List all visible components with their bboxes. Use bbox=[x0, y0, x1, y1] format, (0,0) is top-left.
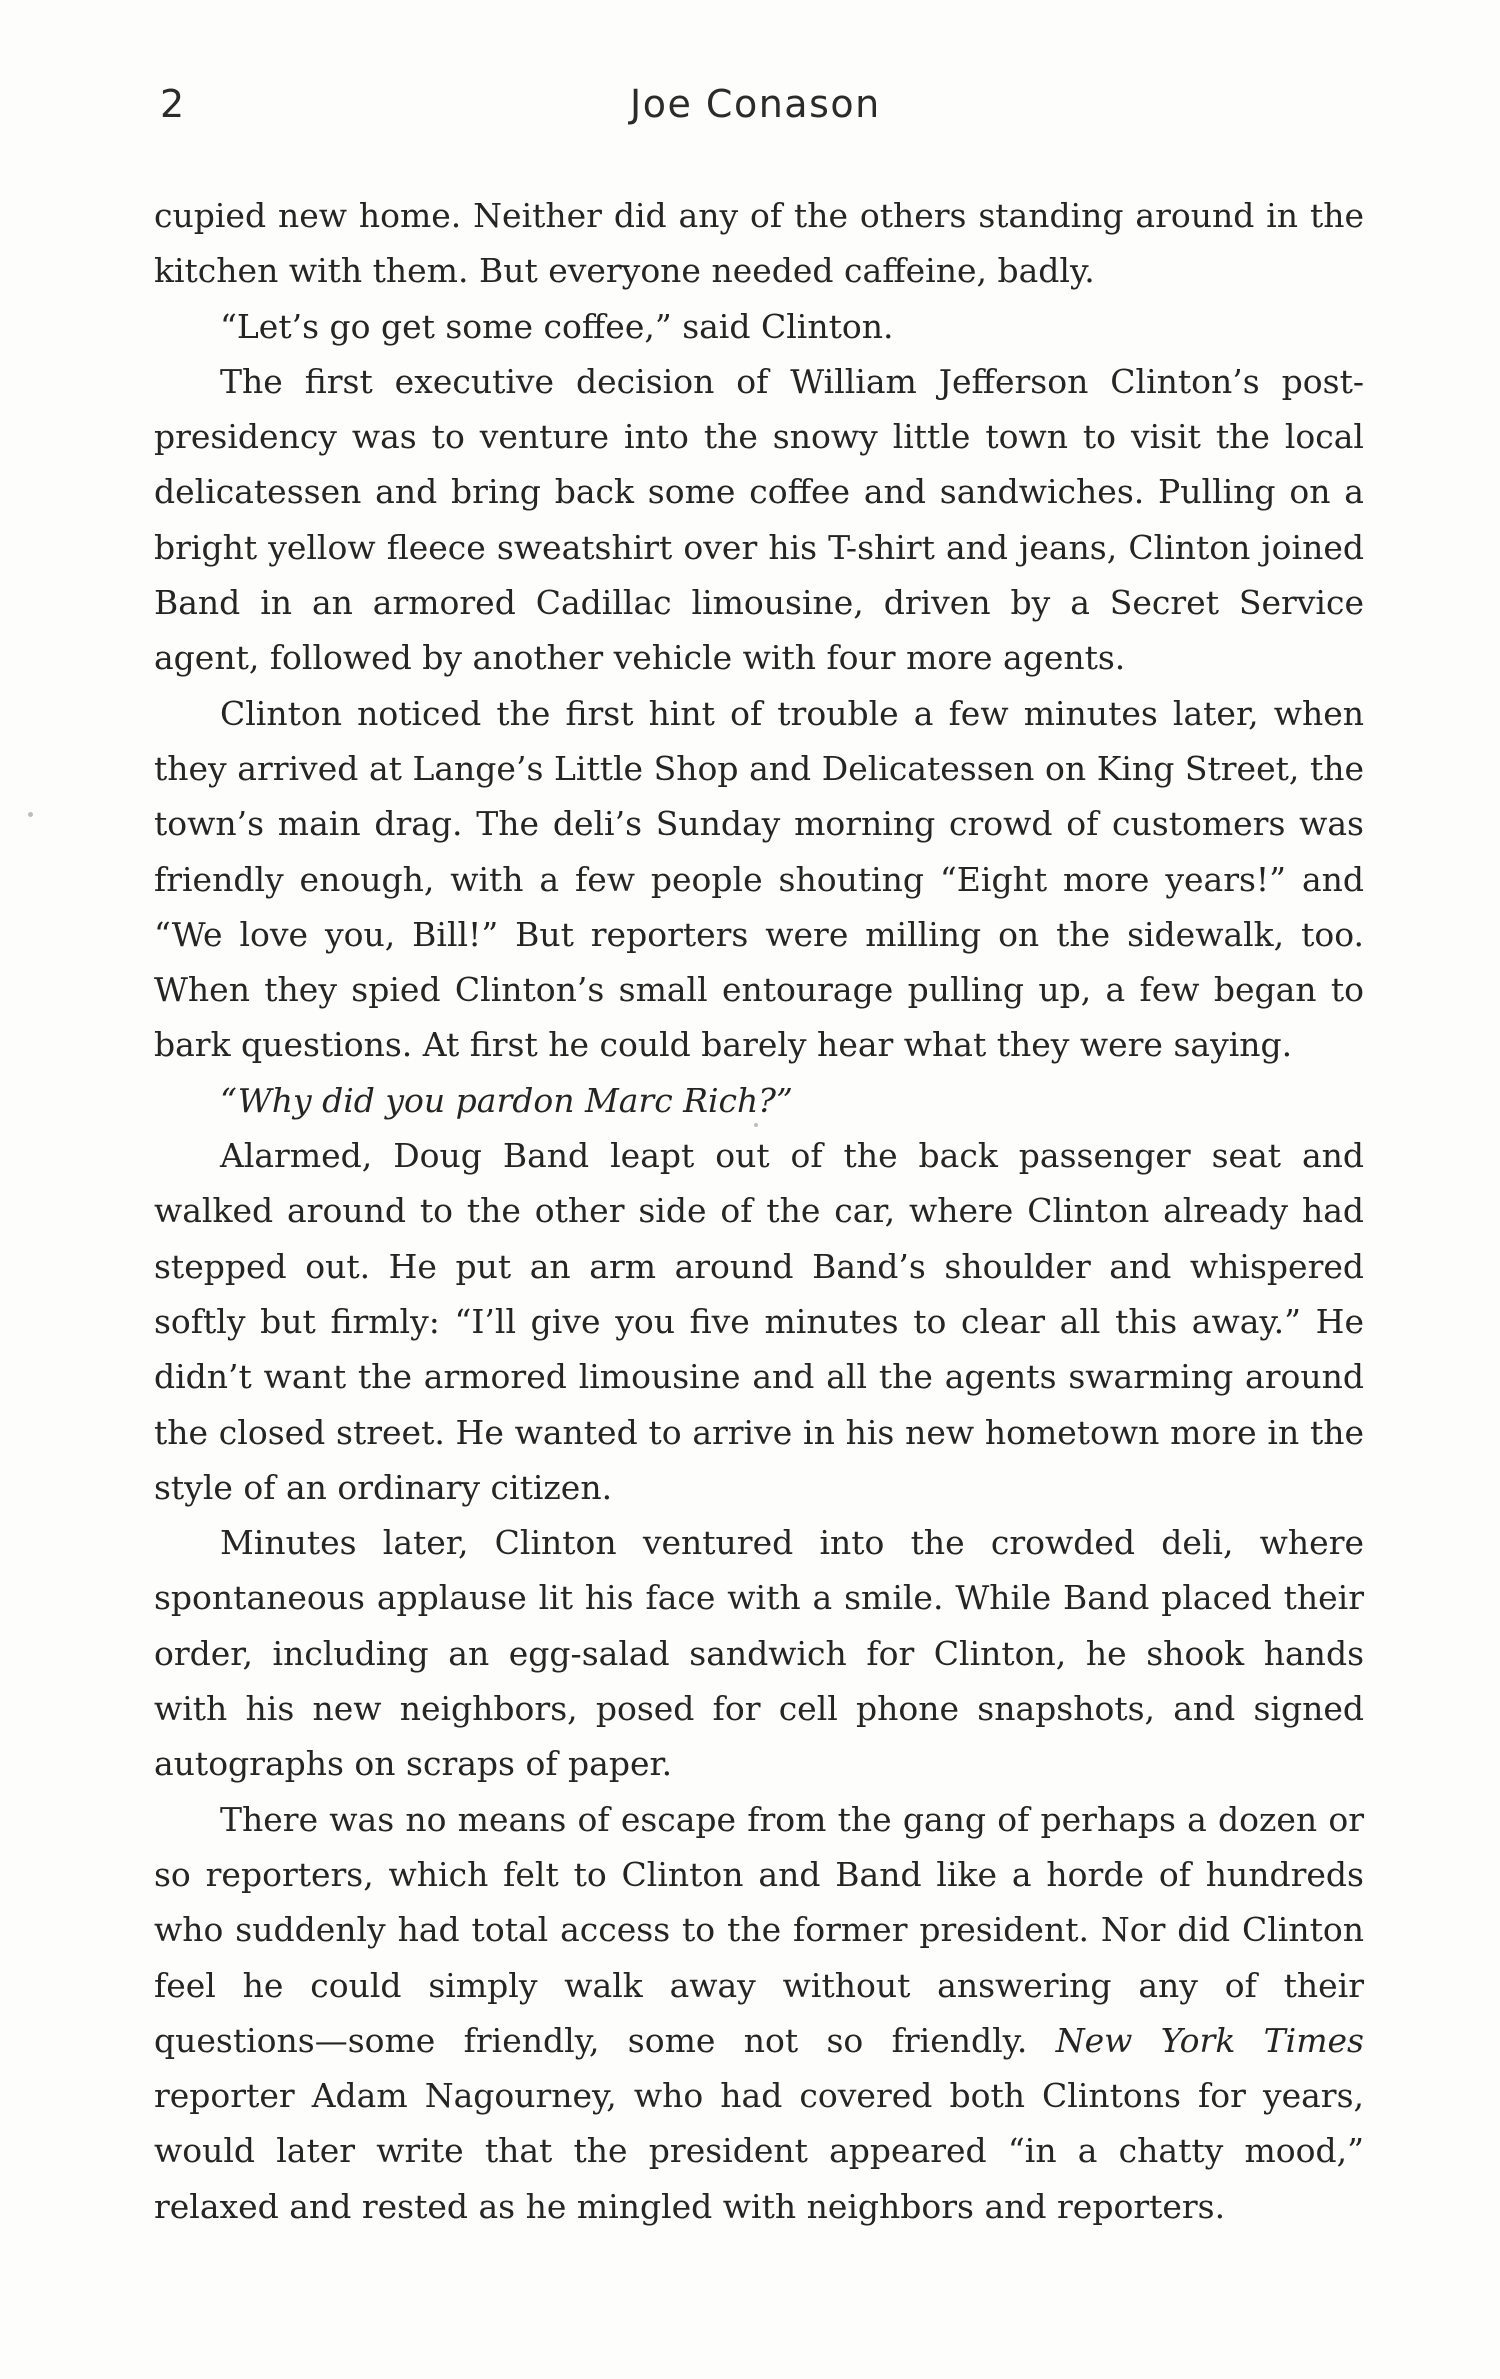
body-paragraph bbox=[154, 1128, 1364, 1515]
paragraph-text: cupied new home. Neither did any of the others standing around in the kitchen with them. But everyone needed caffeine, badly. bbox=[154, 196, 1364, 291]
paragraph-text: Alarmed, Doug Band leapt out of the back passenger seat and walked around to the other side of the car, where Clinton already had stepped out. He put an arm around Band’s shoulder and whispered softly but firmly: “I’ll give you five minutes to clear all this away.” He didn’t want the armored limousine and all the agents swarming around the closed street. He wanted to arrive in his new hometown more in the style of an ordinary citizen. bbox=[154, 1136, 1364, 1507]
body-paragraph bbox=[154, 686, 1364, 1073]
paragraph-text: Minutes later, Clinton ventured into the crowded deli, where spontaneous applause lit his face with a smile. While Band placed their order, including an egg-salad sandwich for Clinton, he shook hands with his new neighbors, posed for cell phone snapshots, and signed autographs on scraps of paper. bbox=[154, 1523, 1364, 1784]
page-header bbox=[160, 82, 1370, 142]
body-paragraph bbox=[154, 188, 1364, 299]
body-paragraph bbox=[154, 1073, 1364, 1128]
body-text bbox=[154, 188, 1364, 2234]
paragraph-text: reporter Adam Nagourney, who had covered both Clintons for years, would later write that the president appeared “in a chatty mood,” relaxed and rested as he mingled with neighbors and reporters. bbox=[154, 2076, 1364, 2226]
scan-speck bbox=[754, 1123, 758, 1127]
body-paragraph bbox=[154, 299, 1364, 354]
body-paragraph bbox=[154, 1792, 1364, 2234]
paragraph-text: Clinton noticed the first hint of trouble a few minutes later, when they arrived at Lange’s Little Shop and Delicatessen on King Street, the town’s main drag. The deli’s Sunday morning crowd of customers was friendly enough, with a few people shouting “Eight more years!” and “We love you, Bill!” But reporters were milling on the sidewalk, too. When they spied Clinton’s small entourage pulling up, a few began to bark questions. At first he could barely hear what they were saying. bbox=[154, 693, 1364, 1065]
paragraph-text: The first executive decision of William Jefferson Clinton’s post-presidency was to venture into the snowy little town to visit the local delicatessen and bring back some coffee and sandwiches. Pulling on a bright yellow fleece sweatshirt over his T-shirt and jeans, Clinton joined Band in an armored Cadillac limousine, driven by a Secret Service agent, followed by another vehicle with four more agents. bbox=[154, 361, 1364, 678]
body-paragraph bbox=[154, 1515, 1364, 1791]
italic-text: New York Times bbox=[1055, 2020, 1364, 2060]
running-head: Joe Conason bbox=[630, 82, 881, 126]
body-paragraph bbox=[154, 354, 1364, 686]
scan-speck bbox=[28, 812, 33, 817]
paragraph-text: There was no means of escape from the gang of perhaps a dozen or so reporters, which felt to Clinton and Band like a horde of hundreds who suddenly had total access to the former president. Nor did Clinton feel he could simply walk away without answering any of their questions—some friendly, some not so friendly. bbox=[154, 1799, 1364, 2060]
page-number: 2 bbox=[160, 82, 186, 126]
paragraph-text: “Let’s go get some coffee,” said Clinton. bbox=[220, 306, 894, 346]
italic-text: “Why did you pardon Marc Rich?” bbox=[220, 1080, 793, 1120]
